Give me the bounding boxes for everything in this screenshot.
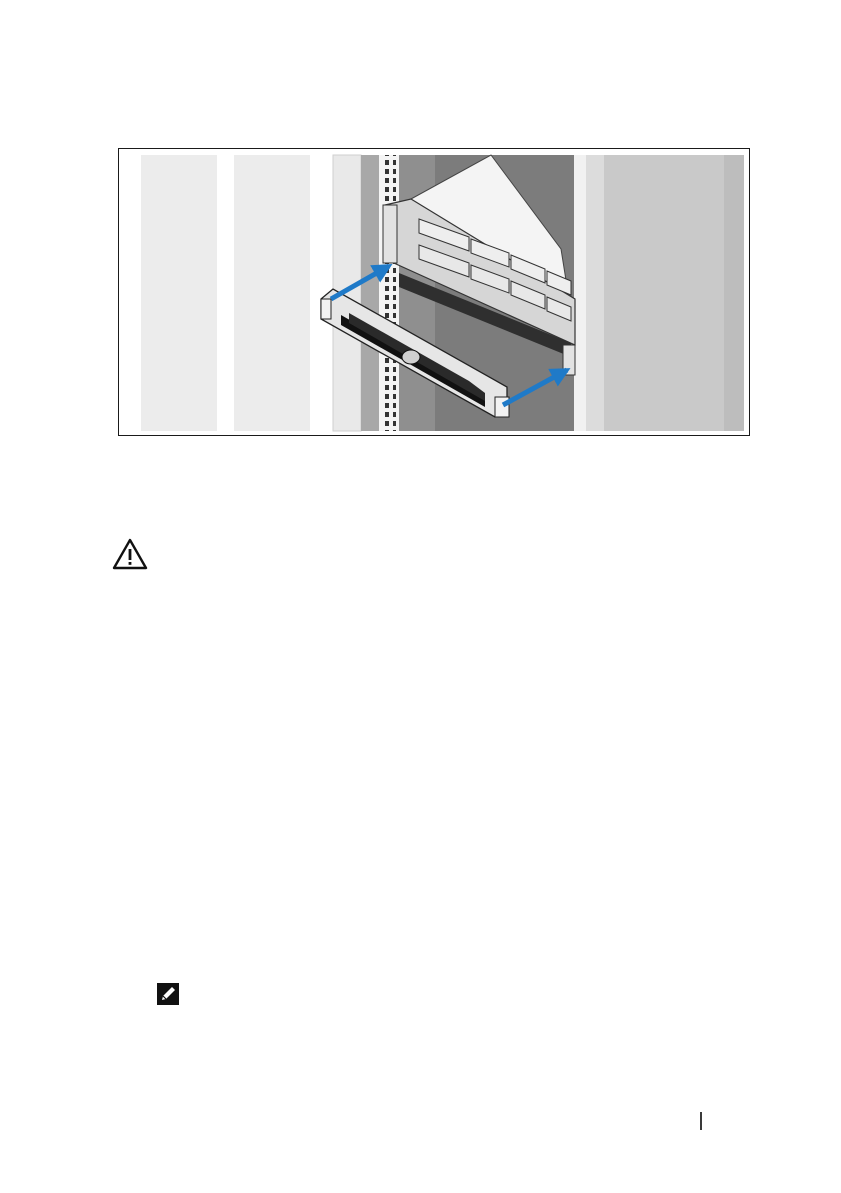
right-panel-edge <box>724 155 744 431</box>
note-pencil-icon <box>156 982 180 1006</box>
caution-triangle-icon <box>112 538 148 570</box>
right-post <box>586 155 604 431</box>
page-number-rule <box>700 1112 702 1130</box>
front-rail-holes <box>382 155 396 431</box>
right-panel <box>604 155 724 431</box>
server-bezel-figure <box>118 148 750 436</box>
rack-shadow <box>361 155 379 431</box>
bezel-lock <box>402 350 420 364</box>
left-rack-ear <box>383 205 397 263</box>
left-panel-1 <box>141 155 217 431</box>
left-panel-2 <box>234 155 310 431</box>
rear-rail <box>574 155 586 431</box>
